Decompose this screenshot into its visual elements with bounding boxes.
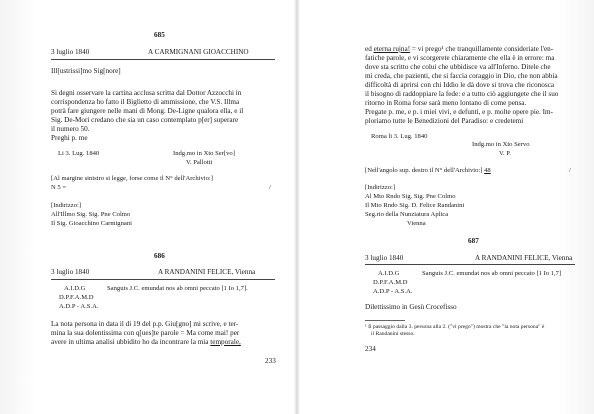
address-label: [Indirizzo:] xyxy=(51,202,82,209)
letter-number: 687 xyxy=(468,237,479,245)
sanguis-line: Sanguis J.C. emundat nos ab omni peccato [1 Io 1,7]. xyxy=(107,285,248,292)
body-line: avere in ultima analisi ubbidito ho da incontrare la mia temporale, xyxy=(51,338,241,346)
letter-recipient: A RANDANINI FELICE, Vienna xyxy=(158,268,256,276)
salutation: Ill[ustrissi]mo Sig[nore] xyxy=(51,67,121,75)
right-page xyxy=(297,0,594,414)
sanguis-line: Sanguis J.C. emundat nos ab omni peccato [1 Io 1,7] xyxy=(422,270,562,277)
body-line: ed eterna rujna! = vi prego¹ che tranquillamente consideriate l'en- xyxy=(365,45,554,53)
letter-date: 3 luglio 1840 xyxy=(51,268,90,276)
address-line: All'Illmo Sig. Sig. Pne Colmo xyxy=(51,211,131,218)
closing: Indg.mo in Xto Servo xyxy=(472,141,530,148)
letter-recipient: A CARMIGNANI GIOACCHINO xyxy=(148,48,249,56)
address-line: Il Sig. Gioacchino Carmignani xyxy=(51,220,132,227)
body-line: La nota persona in data il di 19 del p.p. Giu[gno] mi scrive, e ter- xyxy=(51,320,239,328)
aidg-line: A.I.D.G xyxy=(64,285,86,292)
body-line: Pregate p. me, e p. i miei vivi, e defunti, e p. molte opere pie. Im- xyxy=(365,108,554,116)
corner-slash: / xyxy=(569,167,571,174)
body-line: difficoltà di aprirsi con chi Iddio le dà dove si trova che riconosca xyxy=(365,81,555,89)
body-line: corrispondenza ho fatto il Biglietto di ammissione, che V.S. Illma xyxy=(51,98,240,106)
letter-date: 3 luglio 1840 xyxy=(51,48,90,56)
address-label: [Indirizzo:] xyxy=(365,184,396,191)
footnote-line: ¹ Il passaggio dalla 3. persona alla 2. ("vi prego") mostra che "la nota persona" è xyxy=(365,324,545,330)
letter-date: 3 luglio 1840 xyxy=(365,254,404,262)
body-line: mi creda, che pazienti, che si faccia coraggio in Dio, che non abbia xyxy=(365,72,558,80)
page-number: 234 xyxy=(365,345,376,353)
page-number: 233 xyxy=(265,357,276,365)
letter-recipient: A RANDANINI FELICE, Vienna xyxy=(475,254,573,262)
address-line: Vienna xyxy=(407,220,426,227)
salutation: Dilettissimo in Gesù Crocefisso xyxy=(365,303,457,311)
header-rule xyxy=(365,264,575,265)
body-line: mina la sua dolentissima con q[ues]te parole = Ma come mai! per xyxy=(51,329,240,337)
aidg-line: A.D.P - A.S.A. xyxy=(59,303,99,310)
body-line: Preghi p. me xyxy=(51,134,88,142)
footnote-rule xyxy=(365,320,405,321)
body-line: il bisogno di raddoppiare la fede: e a tutto ciò aggiungete che il suo xyxy=(365,90,559,98)
closing: Indg.mo in Xto Ser[vo] xyxy=(173,150,235,157)
corner-note: [Nell'angolo sup. destro il N° dell'Archivio:] 48 xyxy=(365,167,491,174)
header-rule xyxy=(51,59,275,60)
address-line: Il Mto Rndo Sig. D. Felice Randanini xyxy=(365,202,465,209)
margin-slash: / xyxy=(269,184,271,191)
underlined-phrase: eterna rujna! xyxy=(373,45,411,53)
body-line: dove sta scritto che colui che ubbidisce va all'Inferno. Ditele che xyxy=(365,63,551,71)
margin-value: N 5 = xyxy=(51,184,67,191)
aidg-line: D.P.F.A.M.D xyxy=(373,279,408,286)
body-line: Sig. De-Mori credano che sia un caso contemplato p[er] superare xyxy=(51,116,239,124)
underlined-word: temporale, xyxy=(210,338,241,346)
place-date: Roma li 3. Lug. 1840 xyxy=(371,133,428,140)
aidg-line: D.P.F.A.M.D xyxy=(59,294,94,301)
archive-number: 48 xyxy=(484,167,491,174)
body-line: ploriamo tutte le Benedizioni del Paradiso: e credetemi xyxy=(365,117,524,125)
letter-number: 685 xyxy=(154,31,165,39)
signature: V. P. xyxy=(499,150,511,157)
address-line: Seg.rio della Nunziatura Aplica xyxy=(365,211,449,218)
address-line: Al Mto Rndo Sig. Sig. Pne Colmo xyxy=(365,193,456,200)
signature: V. Pallotti xyxy=(186,159,213,166)
footnote-line: il Randanini stesso. xyxy=(371,331,415,337)
body-line: ritorno in Roma forse sarà meno lontano di come pensa. xyxy=(365,99,527,107)
body-line: potrà fare giungere nelle mani di Mong. De-Ligne qualora ella, e il xyxy=(51,107,244,115)
header-rule xyxy=(51,279,275,280)
body-line: Si degni osservare la cartina acclusa scritta dal Dottor Azzocchi in xyxy=(51,89,242,97)
aidg-line: A.D.P - A.S.A. xyxy=(373,288,413,295)
body-line: fatiche parole, e vi scorgerete chiaramente che ella è in errore: ma xyxy=(365,54,555,62)
letter-number: 686 xyxy=(154,252,165,260)
body-line: il numero 50. xyxy=(51,125,90,133)
aidg-line: A.I.D.G xyxy=(378,270,400,277)
place-date: Li 3. Lug. 1840 xyxy=(58,150,100,157)
margin-note: [Al margine sinistro si legge, forse come il N° dell'Archivio:] xyxy=(51,175,213,182)
